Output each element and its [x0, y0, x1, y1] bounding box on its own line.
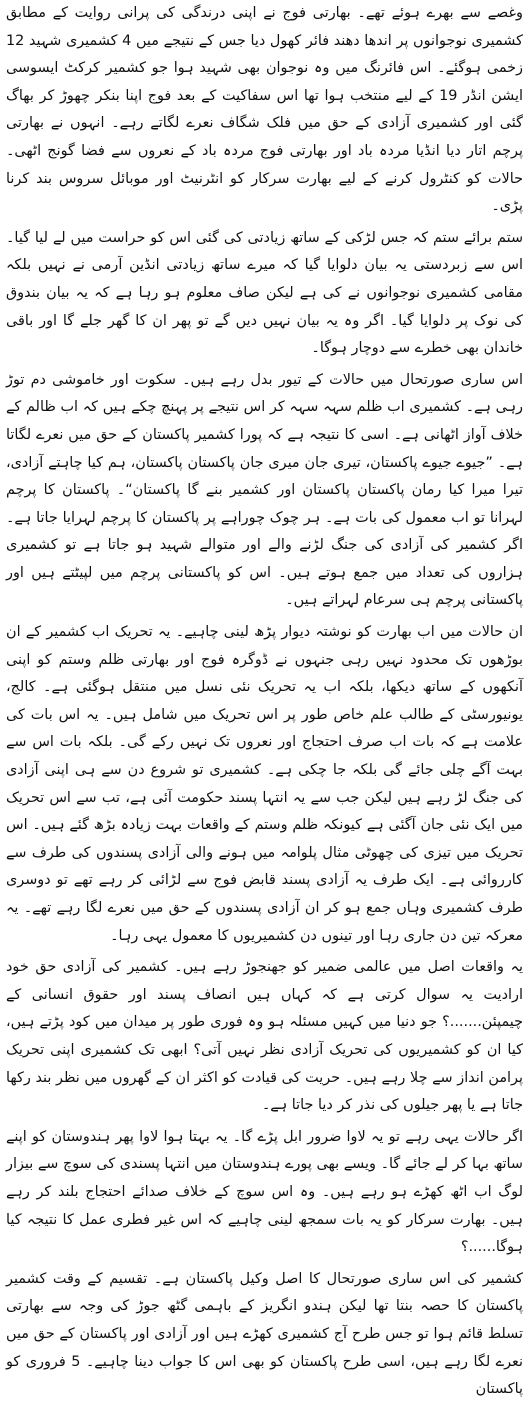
- article-body: [6, 0, 523, 1398]
- paragraph-5: یہ واقعات اصل میں عالمی ضمیر کو جھنجوڑ رہے ہیں۔ کشمیر کی آزادی حق خود ارادیت یہ سوال کرتی ہے کہ کہاں ہیں انصاف پسند اور حقوق انسانی کے چیمپئن.......؟ جو دنیا میں کہیں مسئلہ ہو وہ فوری طور پر میدان میں کود پڑتے ہیں، کیا ان کو کشمیریوں کی تحریک آزادی نظر نہیں آتی؟ ابھی تک کشمیری اپنی تحریک پرامن انداز سے چلا رہے ہیں۔ حریت کی قیادت کو اکثر ان کے گھروں میں نظر بند رکھا جاتا ہے یا پھر جیلوں کی نذر کر دیا جاتا ہے۔: [6, 959, 523, 1114]
- paragraph-1: وغصے سے بھرے ہوئے تھے۔ بھارتی فوج نے اپنی درندگی کی پرانی روایت کے مطابق کشمیری نوجوانوں پر اندھا دھند فائر کھول دیا جس کے نتیجے میں 4 کشمیری شہید 12 زخمی ہوگئے۔ اس فائرنگ میں وہ نوجوان بھی شہید ہوا جو کشمیر کرکٹ ایسوسی ایشن انڈر 19 کے لیے منتخب ہوا تھا اس سفاکیت کے بعد فوج اپنا بنکر چھوڑ کر بھاگ گئی اور کشمیری آزادی کے حق میں فلک شگاف نعرے لگاتے رہے۔ انہوں نے بھارتی پرچم اتار دیا انڈیا مردہ باد اور بھارتی فوج مردہ باد کے نعروں سے فضا گونج اٹھی۔ حالات کو کنٹرول کرنے کے لیے بھارت سرکار کو انٹرنیٹ اور موبائل سروس بند کرنا پڑی۔: [6, 5, 523, 215]
- paragraph-6: اگر حالات یہی رہے تو یہ لاوا ضرور ابل پڑے گا۔ یہ بہتا ہوا لاوا پھر ہندوستان کو اپنے ساتھ بہا کر لے جائے گا۔ ویسے بھی پورے ہندوستان میں انتہا پسندی کی سوچ سے بیزار لوگ اب اٹھ کھڑے ہو رہے ہیں۔ وہ اس سوچ کے خلاف صدائے احتجاج بلند کر رہے ہیں۔ بھارت سرکار کو یہ بات سمجھ لینی چاہیے کہ اس غیر فطری عمل کا نتیجہ کیا ہوگا......؟: [6, 1128, 523, 1256]
- paragraph-7: کشمیر کی اس ساری صورتحال کا اصل وکیل پاکستان ہے۔ تقسیم کے وقت کشمیر پاکستان کا حصہ بنتا تھا لیکن ہندو انگریز کے باہمی گٹھ جوڑ کی وجہ سے بھارتی تسلط قائم ہوا تو جس طرح آج کشمیری کھڑے ہیں اور آزادی اور پاکستان کے حق میں نعرے لگا رہے ہیں، اسی طرح پاکستان کو بھی اس کا جواب دینا چاہیے۔ 5 فروری کو پاکستان: [6, 1270, 523, 1398]
- paragraph-4: ان حالات میں اب بھارت کو نوشتہ دیوار پڑھ لینی چاہیے۔ یہ تحریک اب کشمیر کے ان بوڑھوں تک محدود نہیں رہی جنہوں نے ڈوگرہ فوج اور بھارتی ظلم وستم کو اپنی آنکھوں کے ساتھ دیکھا، بلکہ اب یہ تحریک نئی نسل میں منتقل ہوگئی ہے۔ کالج، یونیورسٹی کے طالب علم خاص طور پر اس تحریک میں شامل ہیں۔ یہ اس بات کی علامت ہے کہ بات اب صرف احتجاج اور نعروں تک نہیں رکے گی۔ بلکہ بات اس سے بہت آگے چلی جائے گی بلکہ جا چکی ہے۔ کشمیری تو شروع دن سے ہی اپنی آزادی کی جنگ لڑ رہے ہیں لیکن جب سے یہ انتہا پسند حکومت آئی ہے، تب سے اس تحریک میں ایک نئی جان آگئی ہے کیونکہ ظلم وستم کے واقعات بہت زیادہ بڑھ گئے ہیں۔ اس تحریک میں تیزی کی چھوٹی مثال پلوامہ میں ہونے والی آزادی پسندوں کی طرف سے کارروائی ہے۔ ایک طرف یہ آزادی پسند قابض فوج سے لڑائی کر رہے تھے تو دوسری طرف کشمیری وہاں جمع ہو کر ان آزادی پسندوں کے حق میں نعرے لگا رہے تھے۔ یہ معرکہ تین دن جاری رہا اور تینوں دن کشمیریوں کا معمول یہی رہا۔: [6, 624, 523, 944]
- paragraph-3: اس ساری صورتحال میں حالات کے تیور بدل رہے ہیں۔ سکوت اور خاموشی دم توڑ رہی ہے۔ کشمیری اب ظلم سہہ سہہ کر اس نتیجے پر پہنچ چکے ہیں کہ اب ظالم کے خلاف آواز اٹھانی ہے۔ اسی کا نتیجہ ہے کہ پورا کشمیر پاکستان کے حق میں نعرے لگاتا ہے۔ ”جیوے جیوے پاکستان، تیری جان میری جان پاکستان پاکستان، ہم کیا چاہتے آزادی، تیرا میرا کیا رمان پاکستان پاکستان اور کشمیر بنے گا پاکستان“۔ پاکستان کا پرچم لہرانا تو اب معمول کی بات ہے۔ ہر چوک چوراہے پر پاکستان کا پرچم لہرایا جاتا ہے۔ اگر کشمیر کی آزادی کی جنگ لڑنے والے اور متوالے شہید ہو جاتا ہے تو کشمیری ہزاروں کی تعداد میں جمع ہوتے ہیں۔ اس کو پاکستانی پرچم میں لپیٹتے ہیں اور پاکستانی پرچم ہی سرعام لہراتے ہیں۔: [6, 371, 523, 609]
- paragraph-2: ستم برائے ستم کہ جس لڑکی کے ساتھ زیادتی کی گئی اس کو حراست میں لے لیا گیا۔ اس سے زبردستی یہ بیان دلوایا گیا کہ میرے ساتھ زیادتی انڈین آرمی نے نہیں بلکہ مقامی کشمیری نوجوانوں نے کی ہے لیکن صاف معلوم ہو رہا ہے کہ یہ بیان بندوق کی نوک پر دلوایا گیا۔ اگر وہ یہ بیان نہیں دیں گے تو پھر ان کا گھر جلے گا اور باقی خاندان بھی خطرے سے دوچار ہوگا۔: [6, 229, 523, 357]
